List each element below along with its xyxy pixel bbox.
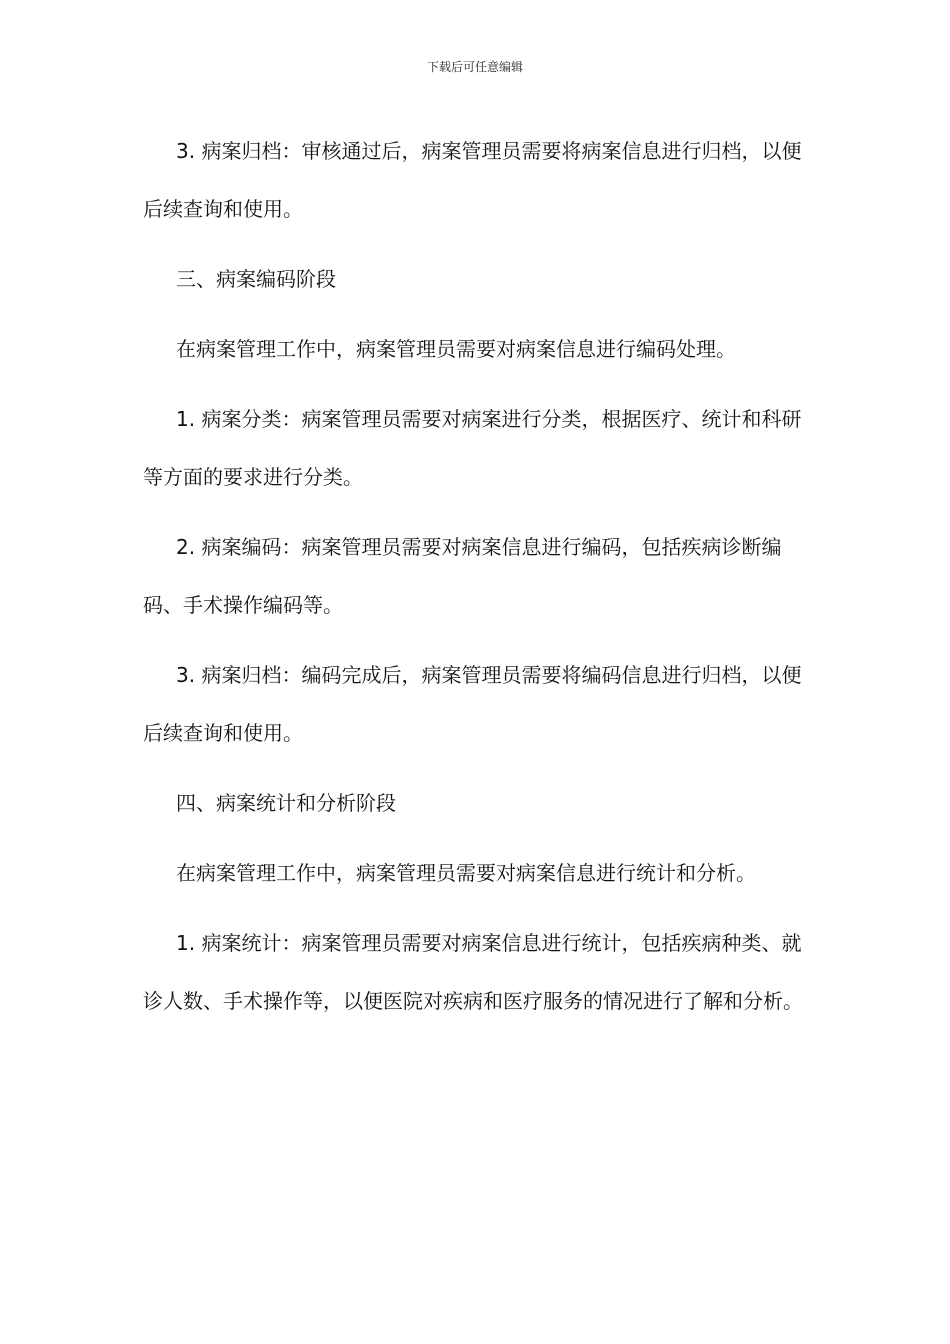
section-heading-statistics: 四、病案统计和分析阶段 (176, 791, 396, 815)
paragraph-statistics-intro: 在病案管理工作中，病案管理员需要对病案信息进行统计和分析。 (176, 861, 756, 885)
section-heading-coding: 三、病案编码阶段 (176, 267, 336, 291)
paragraph-classification: 1. 病案分类：病案管理员需要对病案进行分类，根据医疗、统计和科研等方面的要求进行分类。 (143, 407, 802, 489)
document-body (143, 122, 807, 1042)
paragraph-coding-intro: 在病案管理工作中，病案管理员需要对病案信息进行编码处理。 (176, 337, 736, 361)
page-header: 下载后可任意编辑 (426, 60, 523, 74)
paragraph-coding: 2. 病案编码：病案管理员需要对病案信息进行编码，包括疾病诊断编码、手术操作编码等。 (143, 535, 782, 617)
paragraph-archive-review: 3. 病案归档：审核通过后，病案管理员需要将病案信息进行归档，以便后续查询和使用。 (143, 139, 802, 221)
paragraph-statistics: 1. 病案统计：病案管理员需要对病案信息进行统计，包括疾病种类、就诊人数、手术操作等，以便医院对疾病和医疗服务的情况进行了解和分析。 (143, 931, 803, 1013)
paragraph-archive-coding: 3. 病案归档：编码完成后，病案管理员需要将编码信息进行归档，以便后续查询和使用。 (143, 663, 802, 745)
